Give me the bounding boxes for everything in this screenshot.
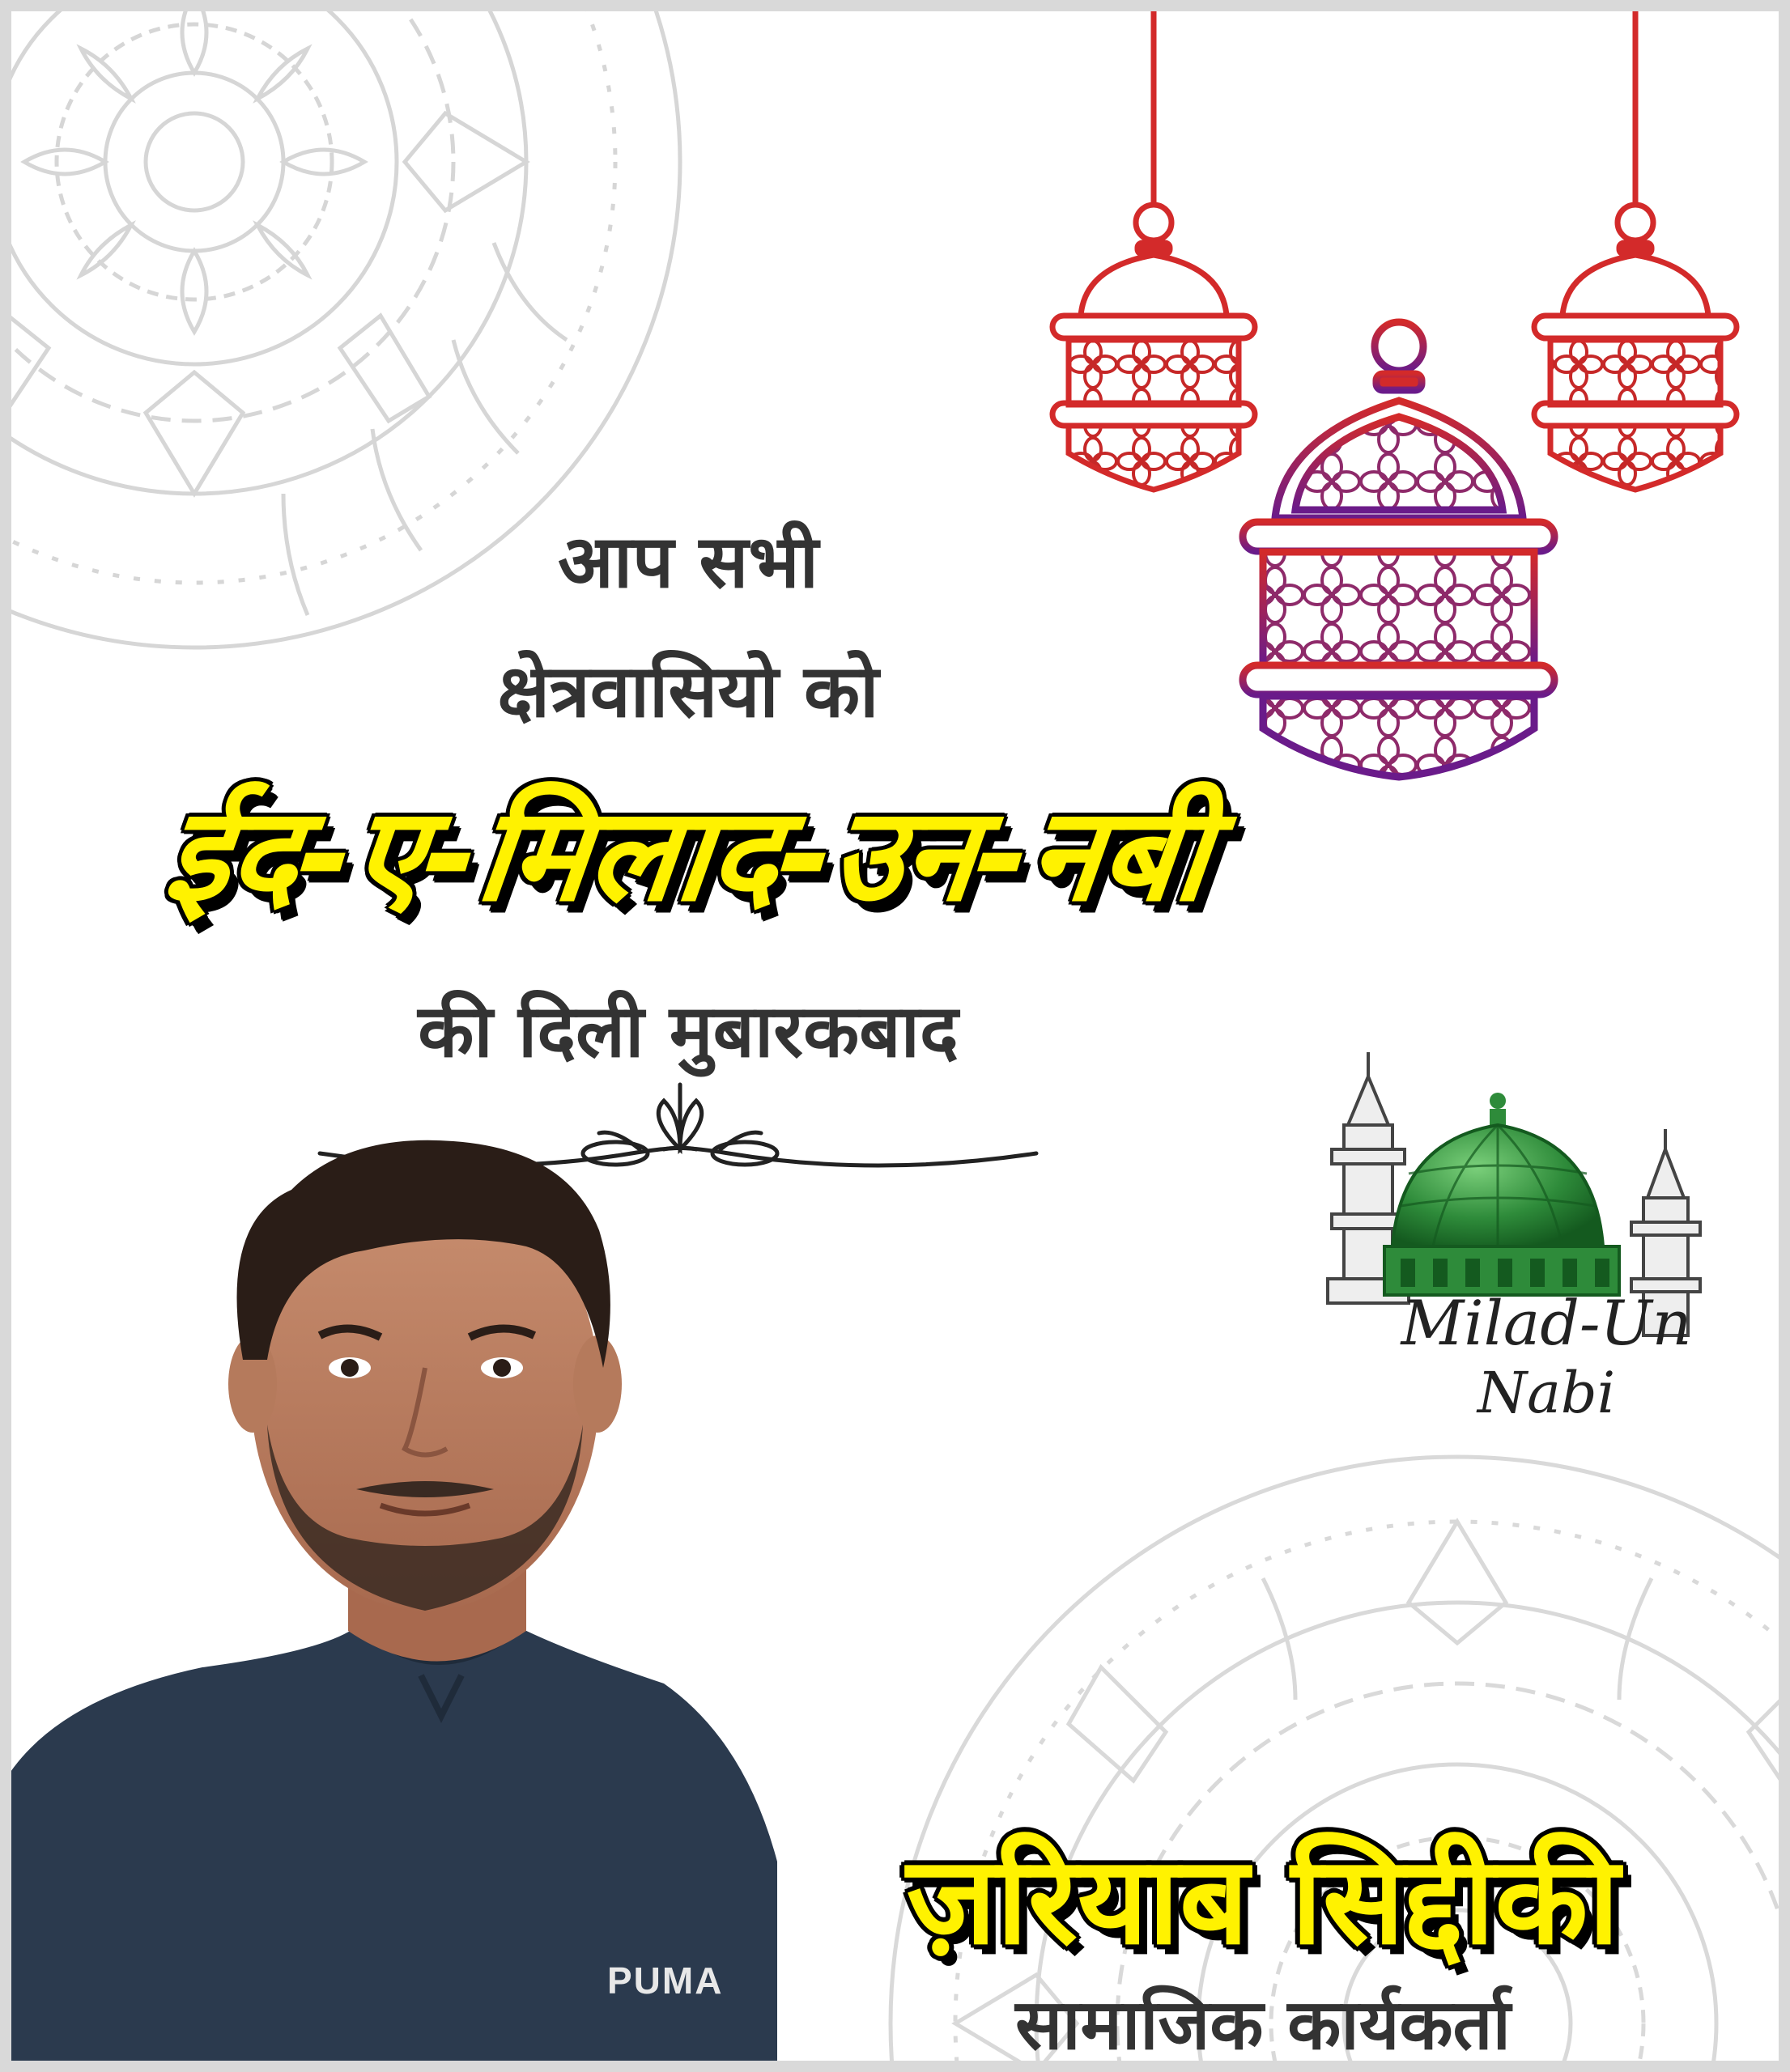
badge-title: Milad-Un (1401, 1287, 1692, 1359)
person-role: सामाजिक कार्यकर्ता (1015, 1985, 1511, 2066)
person-name: ज़रियाब सिद्दीकी (906, 1831, 1620, 1972)
badge-subtitle: Nabi (1477, 1360, 1616, 1426)
greeting-line-4: की दिली मुबारकबाद (418, 989, 959, 1074)
greeting-line-2: क्षेत्रवासियो को (497, 649, 879, 734)
greeting-line-1: आप सभी (558, 520, 818, 605)
shirt-logo: PUMA (607, 1959, 724, 2002)
headline: ईद-ए-मिलाद-उन-नबी (158, 779, 1218, 930)
